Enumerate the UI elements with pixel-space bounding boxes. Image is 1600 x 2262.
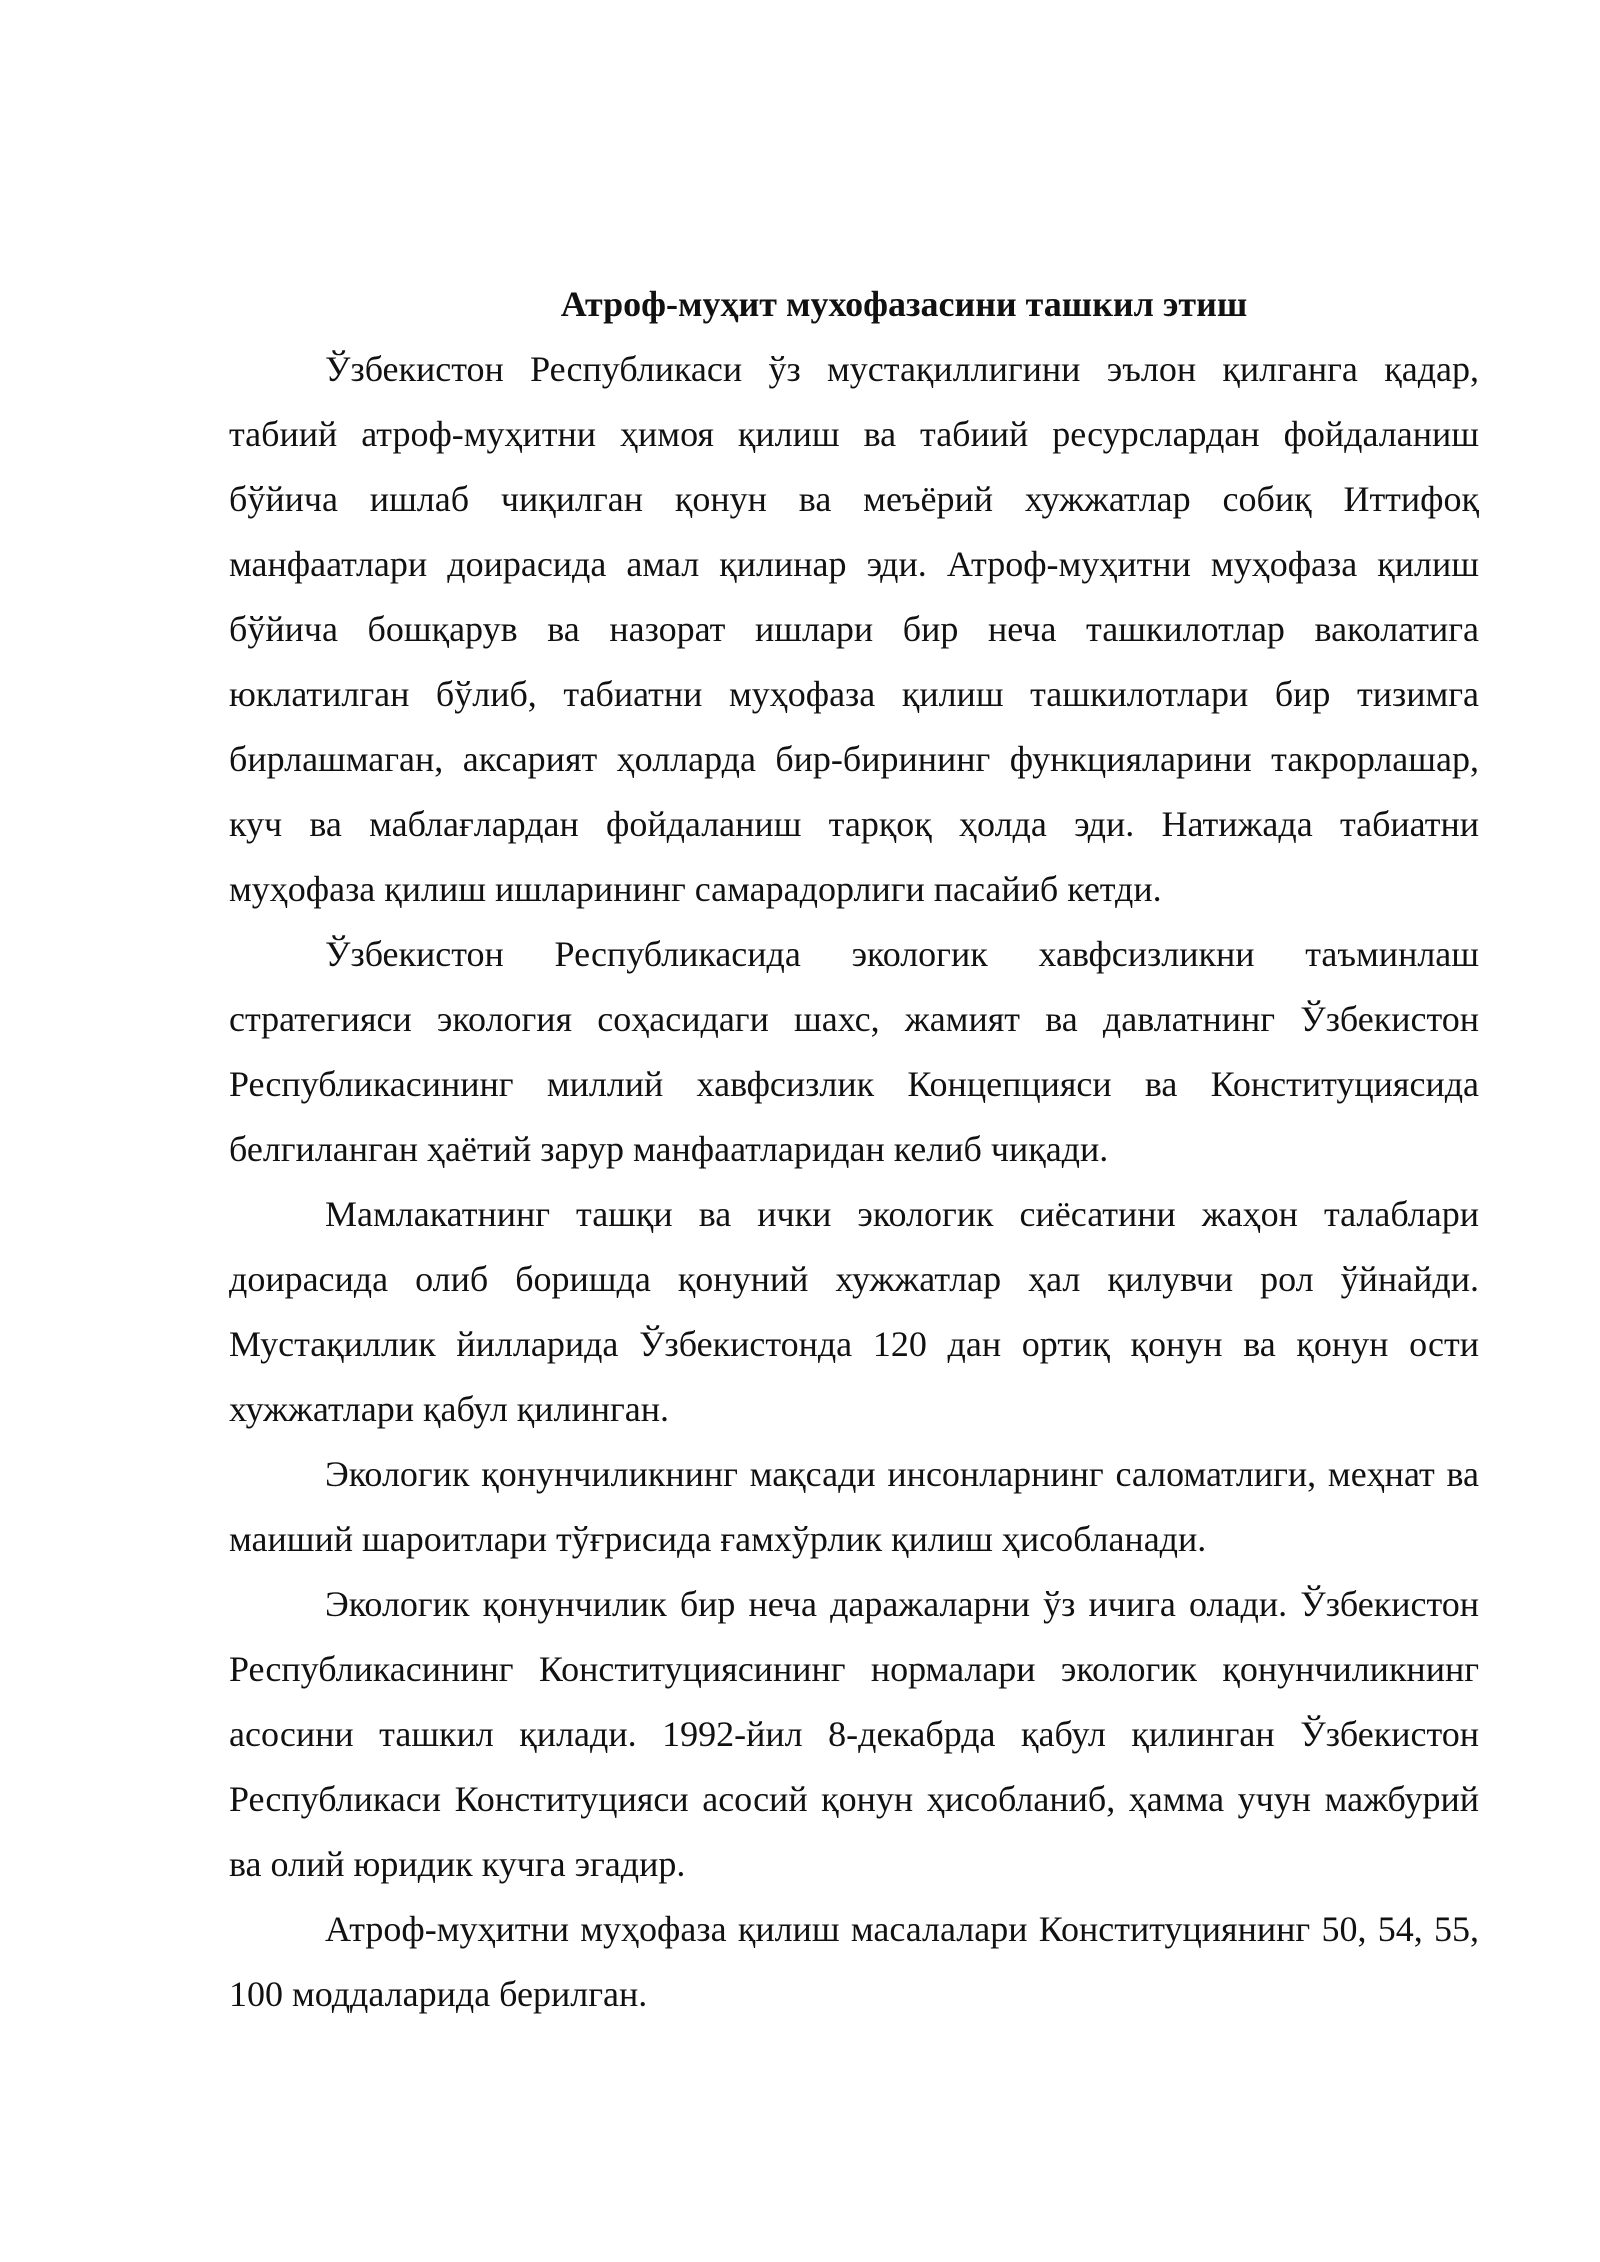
paragraph-2: Ўзбекистон Республикасида экологик хавфсизликни таъминлаш стратегияси экология соҳасидаги шахс, жамият ва давлатнинг Ўзбекистон Республикасининг миллий хавфсизлик Концепцияси ва Конституциясида белгиланган ҳаётий зарур манфаатларидан келиб чиқади. xyxy=(229,934,1479,1169)
paragraph-5: Экологик қонунчилик бир неча даражаларни ўз ичига олади. Ўзбекистон Республикасининг Конституциясининг нормалари экологик қонунчиликнинг асосини ташкил қилади. 1992-йил 8-декабрда қабул қилинган Ўзбекистон Республикаси Конституцияси асосий қонун ҳисобланиб, ҳамма учун мажбурий ва олий юридик кучга эгадир. xyxy=(229,1584,1479,1884)
paragraph-3: Мамлакатнинг ташқи ва ички экологик сиёсатини жаҳон талаблари доирасида олиб боришда қонуний хужжатлар ҳал қилувчи рол ўйнайди. Мустақиллик йилларида Ўзбекистонда 120 дан ортиқ қонун ва қонун ости хужжатлари қабул қилинган. xyxy=(229,1194,1479,1429)
paragraph-1: Ўзбекистон Республикаси ўз мустақиллигини эълон қилганга қадар, табиий атроф-муҳитни ҳимоя қилиш ва табиий ресурслардан фойдаланиш бўйича ишлаб чиқилган қонун ва меъёрий хужжатлар собиқ Иттифоқ манфаатлари доирасида амал қилинар эди. Атроф-муҳитни муҳофаза қилиш бўйича бошқарув ва назорат ишлари бир неча ташкилотлар ваколатига юклатилган бўлиб, табиатни муҳофаза қилиш ташкилотлари бир тизимга бирлашмаган, аксарият ҳолларда бир-бирининг функцияларини такрорлашар, куч ва маблағлардан фойдаланиш тарқоқ ҳолда эди. Натижада табиатни муҳофаза қилиш ишларининг самарадорлиги пасайиб кетди. xyxy=(229,349,1479,909)
document-body xyxy=(229,272,1479,2027)
document-title: Атроф-муҳит мухофазасини ташкил этиш xyxy=(560,284,1248,324)
paragraph-6: Атроф-муҳитни муҳофаза қилиш масалалари Конституциянинг 50, 54, 55, 100 моддаларида берилган. xyxy=(229,1909,1479,2014)
paragraph-4: Экологик қонунчиликнинг мақсади инсонларнинг саломатлиги, меҳнат ва маиший шароитлари тўғрисида ғамхўрлик қилиш ҳисобланади. xyxy=(229,1454,1479,1559)
